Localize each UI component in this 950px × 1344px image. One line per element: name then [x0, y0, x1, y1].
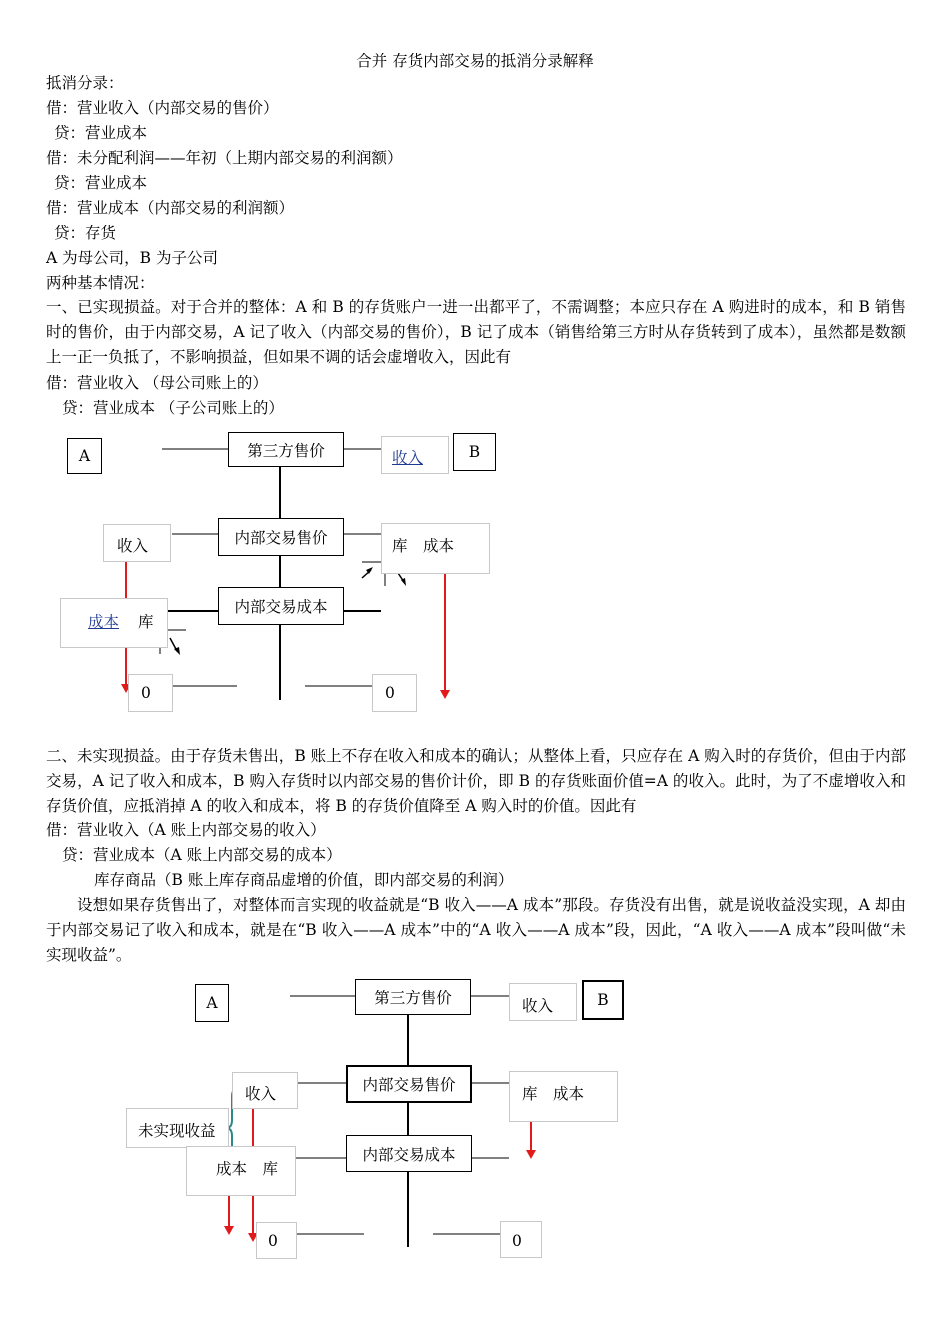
- third-party-price-box: 第三方售价: [228, 432, 344, 467]
- b-income-label: 收入: [392, 449, 424, 467]
- zero-left-label: 0: [268, 1232, 278, 1250]
- paragraph-realized: 一、已实现损益。对于合并的整体：A 和 B 的存货账户一进一出都平了，不需调整；本应只存在 A 购进时的成本，和 B 销售时的售价，由于内部交易，A 记了收入（内部交易的售价），B 记了成本（销售给第三方时从存货转到了成本），虽然都是数额上一正一负抵了，不影响损益，但如果不调的话会虚增收入，因此有: [46, 298, 906, 366]
- b-inventory-cost-box: [509, 1071, 618, 1122]
- zero-left-label: 0: [141, 684, 151, 702]
- paragraph-explanation: 设想如果存货售出了，对整体而言实现的收益就是“B 收入——A 成本”那段。存货没有出售，就是说收益没实现，A 却由于内部交易记了收入和成本，就是在“B 收入——A 成本”中的“A 收入——A 成本”段，因此，“A 收入——A 成本”段叫做“未实现收益”。: [46, 896, 906, 964]
- a-cost-inventory-label: 成本 库: [216, 1160, 279, 1178]
- third-party-price-box: 第三方售价: [355, 979, 471, 1015]
- zero-right-label: 0: [512, 1232, 522, 1250]
- text-line: 贷：营业成本（A 账上内部交易的成本）: [62, 846, 342, 864]
- paragraph-unrealized: 二、未实现损益。由于存货未售出，B 账上不存在收入和成本的确认；从整体上看，只应存在 A 购入时的存货价，但由于内部交易，A 记了收入和成本，B 购入存货时以内部交易的售价计价，即 B 的存货账面价值=A 的收入。此时，为了不虚增收入和存货价值，应抵消掉 A 的收入和成本，将 B 的存货价值降至 A 购入时的价值。因此有: [46, 747, 906, 815]
- unrealized-gain-label: 未实现收益: [138, 1122, 216, 1140]
- a-cost-inventory-box: [186, 1146, 296, 1196]
- a-income-box: [232, 1072, 298, 1109]
- a-income-label: 收入: [117, 537, 149, 555]
- text-line: 贷：营业成本 （子公司账上的）: [62, 399, 284, 417]
- text-line: 贷：营业成本: [54, 174, 148, 192]
- internal-price-box: 内部交易售价: [218, 518, 344, 556]
- text-line: 两种基本情况：: [46, 274, 155, 292]
- text-line: 借：营业收入（A 账上内部交易的收入）: [46, 821, 326, 839]
- company-a-box: A: [67, 438, 102, 474]
- a-income-label: 收入: [245, 1085, 277, 1103]
- text-line: 借：营业收入（内部交易的售价）: [46, 99, 279, 117]
- a-cost-label: 成本: [88, 613, 120, 631]
- page-title: 合并 存货内部交易的抵消分录解释: [356, 52, 594, 70]
- b-income-label: 收入: [522, 997, 554, 1015]
- zero-right-label: 0: [385, 684, 395, 702]
- text-line: 借：营业收入 （母公司账上的）: [46, 374, 268, 392]
- unrealized-gain-box: [126, 1108, 229, 1148]
- b-income-box: [509, 983, 577, 1021]
- text-line: 抵消分录：: [46, 74, 124, 92]
- text-line: 贷：营业成本: [54, 124, 148, 142]
- text-line: 借：未分配利润——年初（上期内部交易的利润额）: [46, 149, 403, 167]
- zero-left-box: [256, 1222, 297, 1259]
- internal-cost-box: 内部交易成本: [346, 1135, 472, 1172]
- text-line: A 为母公司，B 为子公司: [46, 249, 218, 267]
- b-inventory-cost-label: 库 成本: [522, 1085, 585, 1103]
- company-a-box: A: [195, 984, 229, 1022]
- internal-price-box: 内部交易售价: [346, 1065, 472, 1103]
- text-line: 库存商品（B 账上库存商品虚增的价值，即内部交易的利润）: [94, 871, 514, 889]
- a-inventory-label: 库: [138, 613, 154, 631]
- company-b-box: B: [582, 980, 624, 1020]
- company-b-box: B: [453, 433, 496, 471]
- b-inventory-cost-label: 库 成本: [392, 537, 455, 555]
- zero-right-box: [500, 1221, 542, 1258]
- text-line: 借：营业成本（内部交易的利润额）: [46, 199, 295, 217]
- internal-cost-box: 内部交易成本: [218, 587, 344, 625]
- text-line: 贷：存货: [54, 224, 117, 242]
